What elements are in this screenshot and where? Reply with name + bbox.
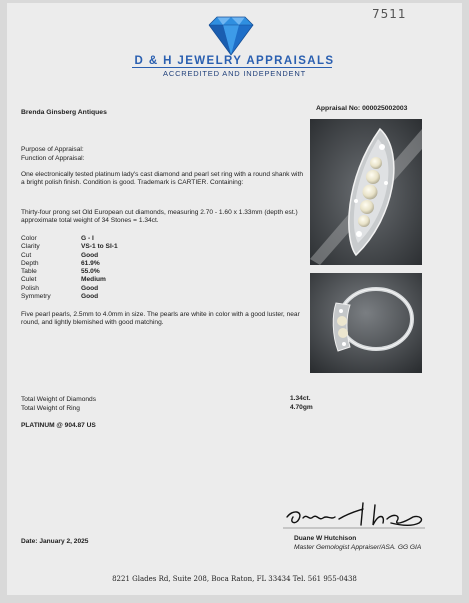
grade-row: Color G - I xyxy=(21,235,94,242)
purpose-label: Purpose of Appraisal: xyxy=(21,146,84,153)
appraisal-number: Appraisal No: 000025002003 xyxy=(316,105,408,112)
pearl-description: Five pearl pearls, 2.5mm to 4.0mm in size. The pearls are white in color with a good luster, near round, and lightly blemished with good matching. xyxy=(21,311,300,327)
platinum-price: PLATINUM @ 904.87 US xyxy=(21,422,96,429)
company-name: D & H JEWELRY APPRAISALS xyxy=(134,55,335,67)
grade-row: Polish Good xyxy=(21,284,99,292)
diamond-description: Thirty-four prong set Old European cut diamonds, measuring 2.70 - 1.60 x 1.33mm (depth est.) approximate total weight of 34 Stones = 1.34ct. xyxy=(21,209,298,225)
appraiser-name: Duane W Hutchison xyxy=(294,535,357,542)
diamond-logo-icon xyxy=(203,15,259,57)
total-ring-label: Total Weight of Ring xyxy=(21,405,80,412)
client-name: Brenda Ginsberg Antiques xyxy=(21,109,107,116)
appraisal-date: Date: January 2, 2025 xyxy=(21,538,89,545)
grading-table xyxy=(21,235,118,301)
ring-top-photo xyxy=(310,119,422,265)
ring-side-photo xyxy=(310,273,422,373)
grade-row: Symmetry Good xyxy=(21,293,99,301)
grade-row: Clarity VS-1 to SI-1 xyxy=(21,243,118,251)
header-divider xyxy=(132,67,332,68)
handwritten-number: 7511 xyxy=(372,7,407,21)
appraisal-document xyxy=(7,3,462,595)
signature-image xyxy=(279,499,429,531)
function-label: Function of Appraisal: xyxy=(21,155,85,162)
total-diamonds-label: Total Weight of Diamonds xyxy=(21,396,97,403)
total-ring-value: 4.70gm xyxy=(290,404,313,411)
appraiser-title: Master Gemologist Appraiser/ASA. GG GIA xyxy=(294,544,422,551)
grade-row: Culet Medium xyxy=(21,276,106,284)
grade-row: Cut Good xyxy=(21,251,99,259)
grade-row: Depth 61.9% xyxy=(21,259,100,267)
footer-address: 8221 Glades Rd, Suite 208, Boca Raton, FL 33434 Tel. 561 955-0438 xyxy=(112,575,357,583)
item-description: One electronically tested platinum lady's cast diamond and pearl set ring with a round shank with a bright polish finish. Condition is good. Trademark is CARTIER. Containing: xyxy=(21,171,304,187)
company-tagline: ACCREDITED AND INDEPENDENT xyxy=(163,69,306,78)
grade-row: Table 55.0% xyxy=(21,268,100,276)
total-diamonds-value: 1.34ct. xyxy=(290,395,311,402)
